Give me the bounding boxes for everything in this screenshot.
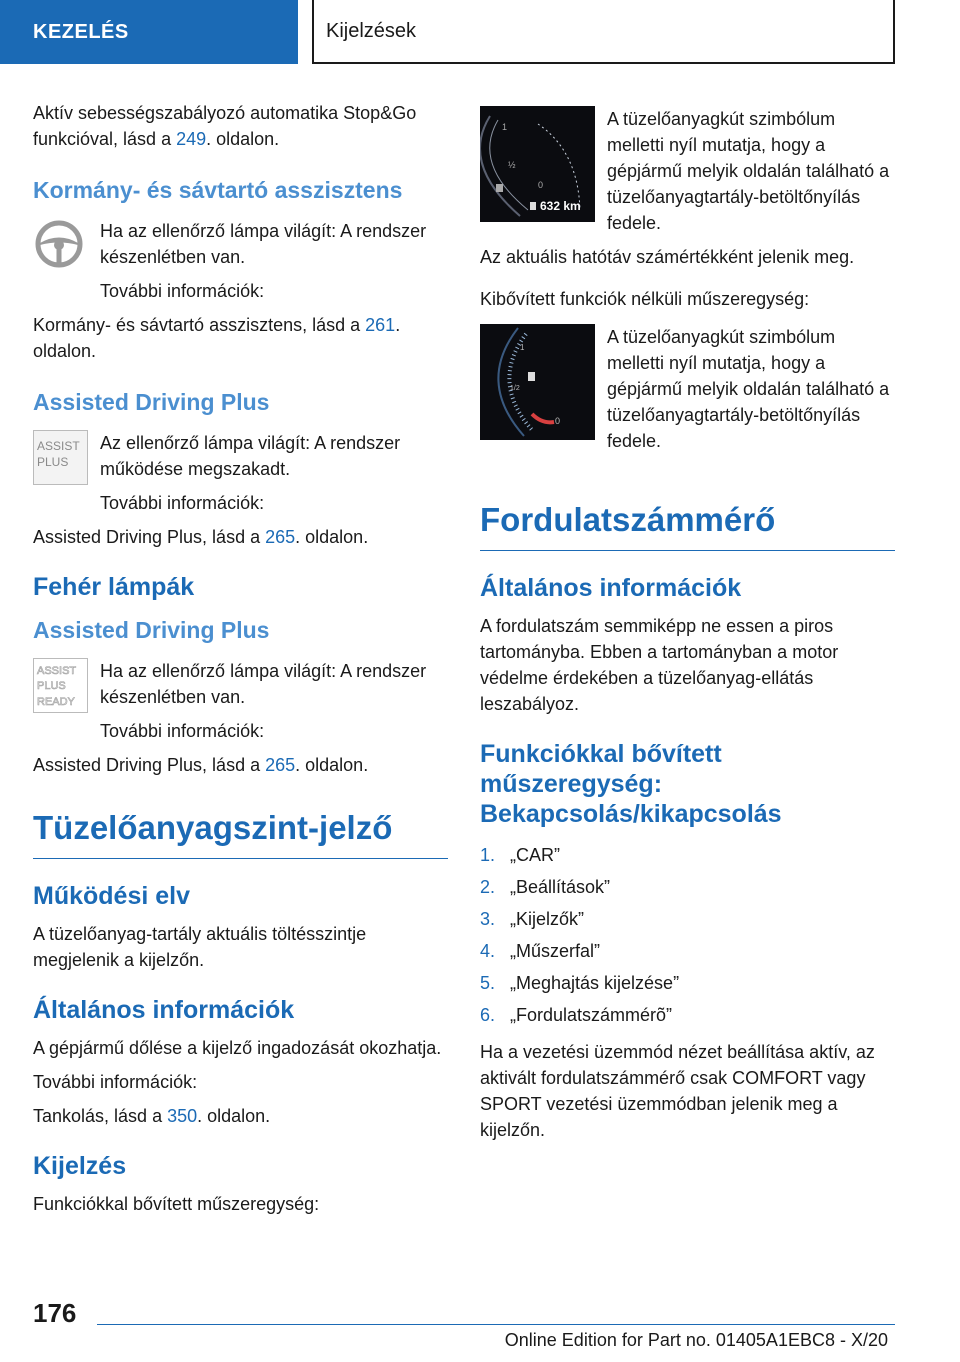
more-info: További információk: [33,1072,198,1092]
rpm-title: Fordulatszámmérő [480,500,895,551]
adp1-text-1: Az ellenőrző lámpa világít: A rendszer működése megszakadt. [100,433,401,479]
list-item: 3. „Kijelzők” [480,909,585,929]
page-link[interactable]: 249 [176,129,207,149]
list-item: 2. „Beállítások” [480,877,611,897]
general-text: A gépjármű dőlése a kijelző ingadozását okozhatja. [33,1038,442,1058]
list-item: 4. „Műszerfal” [480,941,601,961]
display-text: Funkciókkal bővített műszeregység: [33,1194,320,1214]
fuel-gauge-basic-image [480,324,595,440]
page-link[interactable]: 265 [265,527,296,547]
assist-icon-line: ASSIST [37,439,80,453]
steering-text-1: Ha az ellenőrző lámpa világít: A rendszer készenlétben van. [100,221,427,267]
steps-list [480,839,895,1031]
fuel-pump-icon [496,184,503,192]
principle-heading: Működési elv [33,882,190,910]
rpm-general-text: A fordulatszám semmiképp ne essen a piros tartományba. Ebben a tartományban a motor védelme érdekében a tüzelőanyag-ellátás leszabályoz. [480,616,839,714]
gauge1-text-1: A tüzelőanyagkút szimbólum melletti nyíl mutatja, hogy a gépjármű melyik oldalán található a tüzelőanyagtartály-betöltőnyílás fedele. [607,109,890,233]
gauge-label: 1/2 [510,385,520,392]
general-heading: Általános információk [33,996,295,1024]
list-item: 1. „CAR” [480,845,560,865]
steering-ref: Kormány- és sávtartó asszisztens, lásd a 261. oldalon. [33,315,401,361]
principle-text: A tüzelőanyag-tartály aktuális töltésszintje megjelenik a kijelzőn. [33,924,367,970]
white-lamps-heading: Fehér lámpák [33,573,195,601]
fuel-pump-icon [530,202,536,210]
edition-text: Online Edition for Part no. 01405A1EBC8 - X/20 [504,1330,888,1350]
adp2-text-2: További információk: [100,721,265,741]
rpm-note: Ha a vezetési üzemmód nézet beállítása aktív, az aktivált fordulatszámmérő csak COMFORT vagy SPORT vezetési üzemmódban jelenik meg a kijelzőn. [480,1042,875,1140]
fuel-gauge-image [480,106,595,222]
gauge-label: 0 [555,416,561,426]
adp1-text-2: További információk: [100,493,265,513]
adp1-heading: Assisted Driving Plus [33,389,270,415]
assist-icon-line: PLUS [37,455,69,469]
gauge-label: 0 [538,180,544,190]
left-column [33,100,448,1225]
rpm-general-heading: Általános információk [480,574,742,602]
assist-icon-line: PLUS [37,680,66,692]
list-item: 5. „Meghajtás kijelzése” [480,973,680,993]
steering-text-2: További információk: [100,281,265,301]
gauge2-text: A tüzelőanyagkút szimbólum melletti nyíl mutatja, hogy a gépjármű melyik oldalán található a tüzelőanyagtartály-betöltőnyílás fedele. [607,327,890,451]
right-column [480,106,895,1151]
adp1-ref: Assisted Driving Plus, lásd a 265. oldalon. [33,527,369,547]
gauge1-text-2: Az aktuális hatótáv számértékként jelenik meg. [480,247,855,267]
gauge-label: 1 [520,343,525,352]
assist-plus-icon [33,430,88,490]
assist-plus-ready-icon [33,658,88,718]
fuel-title: Tüzelőanyagszint-jelző [33,808,448,859]
page-link[interactable]: 265 [265,755,296,775]
assist-icon-line: READY [37,696,75,708]
display-heading: Kijelzés [33,1152,127,1180]
header-section: KEZELÉS [0,0,298,64]
list-item: 6. „Fordulatszámmérõ” [480,1005,673,1025]
page-link[interactable]: 350 [167,1106,198,1126]
fuel-pump-icon [528,372,535,381]
header-chapter: Kijelzések [312,0,895,64]
adp2-text-1: Ha az ellenőrző lámpa világít: A rendszer készenlétben van. [100,661,427,707]
steering-wheel-icon [33,218,88,275]
nofunc-label: Kibővített funkciók nélküli műszeregység: [480,289,810,309]
rpm-onoff-heading: Funkciókkal bővített műszeregység: Bekapcsolás/kikapcsolás [480,740,782,828]
page-number: 176 [33,1298,77,1328]
footer-divider [97,1324,895,1325]
adp2-heading: Assisted Driving Plus [33,617,270,643]
fuel-ref: Tankolás, lásd a 350. oldalon. [33,1106,271,1126]
gauge-label: ½ [508,160,516,170]
page-link[interactable]: 261 [365,315,396,335]
assist-icon-line: ASSIST [37,665,77,677]
intro-paragraph: Aktív sebességszabályozó automatika Stop&Go funkcióval, lásd a 249. oldalon. [33,103,417,149]
gauge-label: 1 [502,122,508,132]
adp2-ref: Assisted Driving Plus, lásd a 265. oldalon. [33,755,369,775]
steering-heading: Kormány- és sávtartó asszisztens [33,177,403,203]
range-value: 632 km [540,199,581,213]
